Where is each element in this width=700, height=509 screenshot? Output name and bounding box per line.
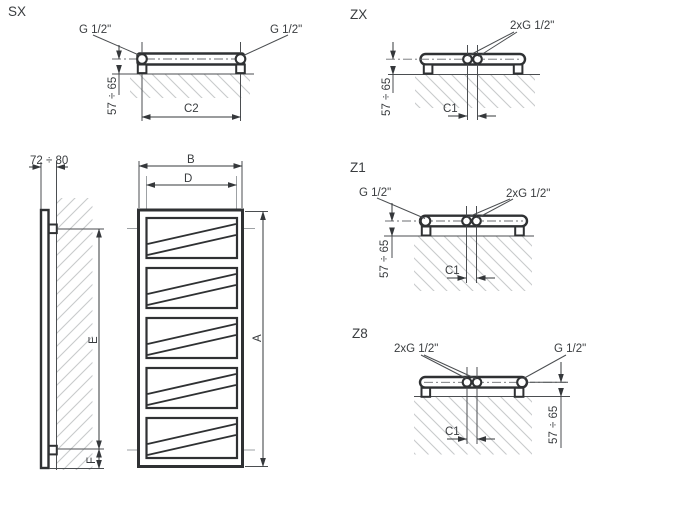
z8-view-label: Z8 bbox=[352, 326, 368, 341]
zx-connector-right bbox=[473, 55, 482, 64]
view-front bbox=[127, 154, 268, 467]
z1-wall-dim-label: 57 ÷ 65 bbox=[379, 239, 391, 278]
z1-view-label: Z1 bbox=[350, 160, 366, 175]
view-z8 bbox=[352, 326, 586, 455]
z8-connector-center2 bbox=[473, 378, 482, 387]
z8-bracket-left bbox=[422, 388, 431, 397]
z8-bracket-right bbox=[515, 388, 524, 397]
z1-conn-center-label: 2xG 1/2" bbox=[506, 188, 551, 200]
z1-bracket-left bbox=[422, 227, 431, 236]
z8-connector-right bbox=[517, 378, 527, 388]
side-bracket-bottom bbox=[49, 446, 57, 455]
front-height-dim-label: A bbox=[252, 334, 264, 342]
side-bottom-dim-label: F bbox=[86, 456, 98, 464]
z8-leader-lines bbox=[421, 355, 566, 379]
z8-wall-dim-label: 57 ÷ 65 bbox=[548, 405, 560, 444]
view-z1 bbox=[350, 160, 550, 291]
z1-connector-center2 bbox=[472, 217, 481, 226]
zx-bracket-right bbox=[514, 65, 523, 74]
side-bracket-top bbox=[49, 225, 57, 234]
z1-bracket-right bbox=[515, 227, 524, 236]
z8-conn-center-label: 2xG 1/2" bbox=[394, 343, 439, 355]
sx-conn-right-label: G 1/2" bbox=[270, 24, 303, 36]
sx-connector-left bbox=[137, 54, 147, 64]
z1-conn-left-label: G 1/2" bbox=[359, 187, 392, 199]
view-sx bbox=[8, 4, 302, 121]
front-inner-width-label: D bbox=[184, 173, 193, 185]
front-zigzag-sections bbox=[147, 218, 238, 458]
zx-width-dim-label: C1 bbox=[443, 103, 458, 115]
sx-bracket-right bbox=[236, 65, 245, 74]
z1-connector-center1 bbox=[462, 217, 471, 226]
sx-view-label: SX bbox=[8, 4, 27, 19]
view-side bbox=[29, 155, 104, 470]
sx-conn-left-label: G 1/2" bbox=[79, 24, 112, 36]
z8-wall-hatch bbox=[414, 397, 532, 455]
side-wall-hatch bbox=[57, 198, 93, 470]
z8-width-dim-label: C1 bbox=[445, 426, 460, 438]
side-height-dim-label: E bbox=[88, 336, 100, 344]
sx-wall-hatch bbox=[130, 74, 250, 98]
side-radiator-panel bbox=[41, 210, 49, 468]
zx-wall-hatch bbox=[415, 75, 535, 108]
zx-bracket-left bbox=[424, 65, 433, 74]
zx-wall-dim-label: 57 ÷ 65 bbox=[381, 77, 393, 116]
z8-conn-right-label: G 1/2" bbox=[554, 343, 587, 355]
view-zx bbox=[350, 7, 554, 120]
z1-width-dim-label: C1 bbox=[445, 265, 460, 277]
front-outer-width-label: B bbox=[187, 154, 195, 166]
side-depth-dim-label: 72 ÷ 80 bbox=[30, 155, 69, 167]
zx-conn-center-label: 2xG 1/2" bbox=[510, 20, 555, 32]
z8-connector-center1 bbox=[463, 378, 472, 387]
zx-view-label: ZX bbox=[350, 7, 368, 22]
sx-wall-dim-label: 57 ÷ 65 bbox=[107, 76, 119, 115]
sx-bracket-left bbox=[138, 65, 147, 74]
z1-wall-hatch bbox=[414, 236, 532, 291]
sx-width-dim-label: C2 bbox=[184, 103, 199, 115]
zx-connector-left bbox=[463, 55, 472, 64]
